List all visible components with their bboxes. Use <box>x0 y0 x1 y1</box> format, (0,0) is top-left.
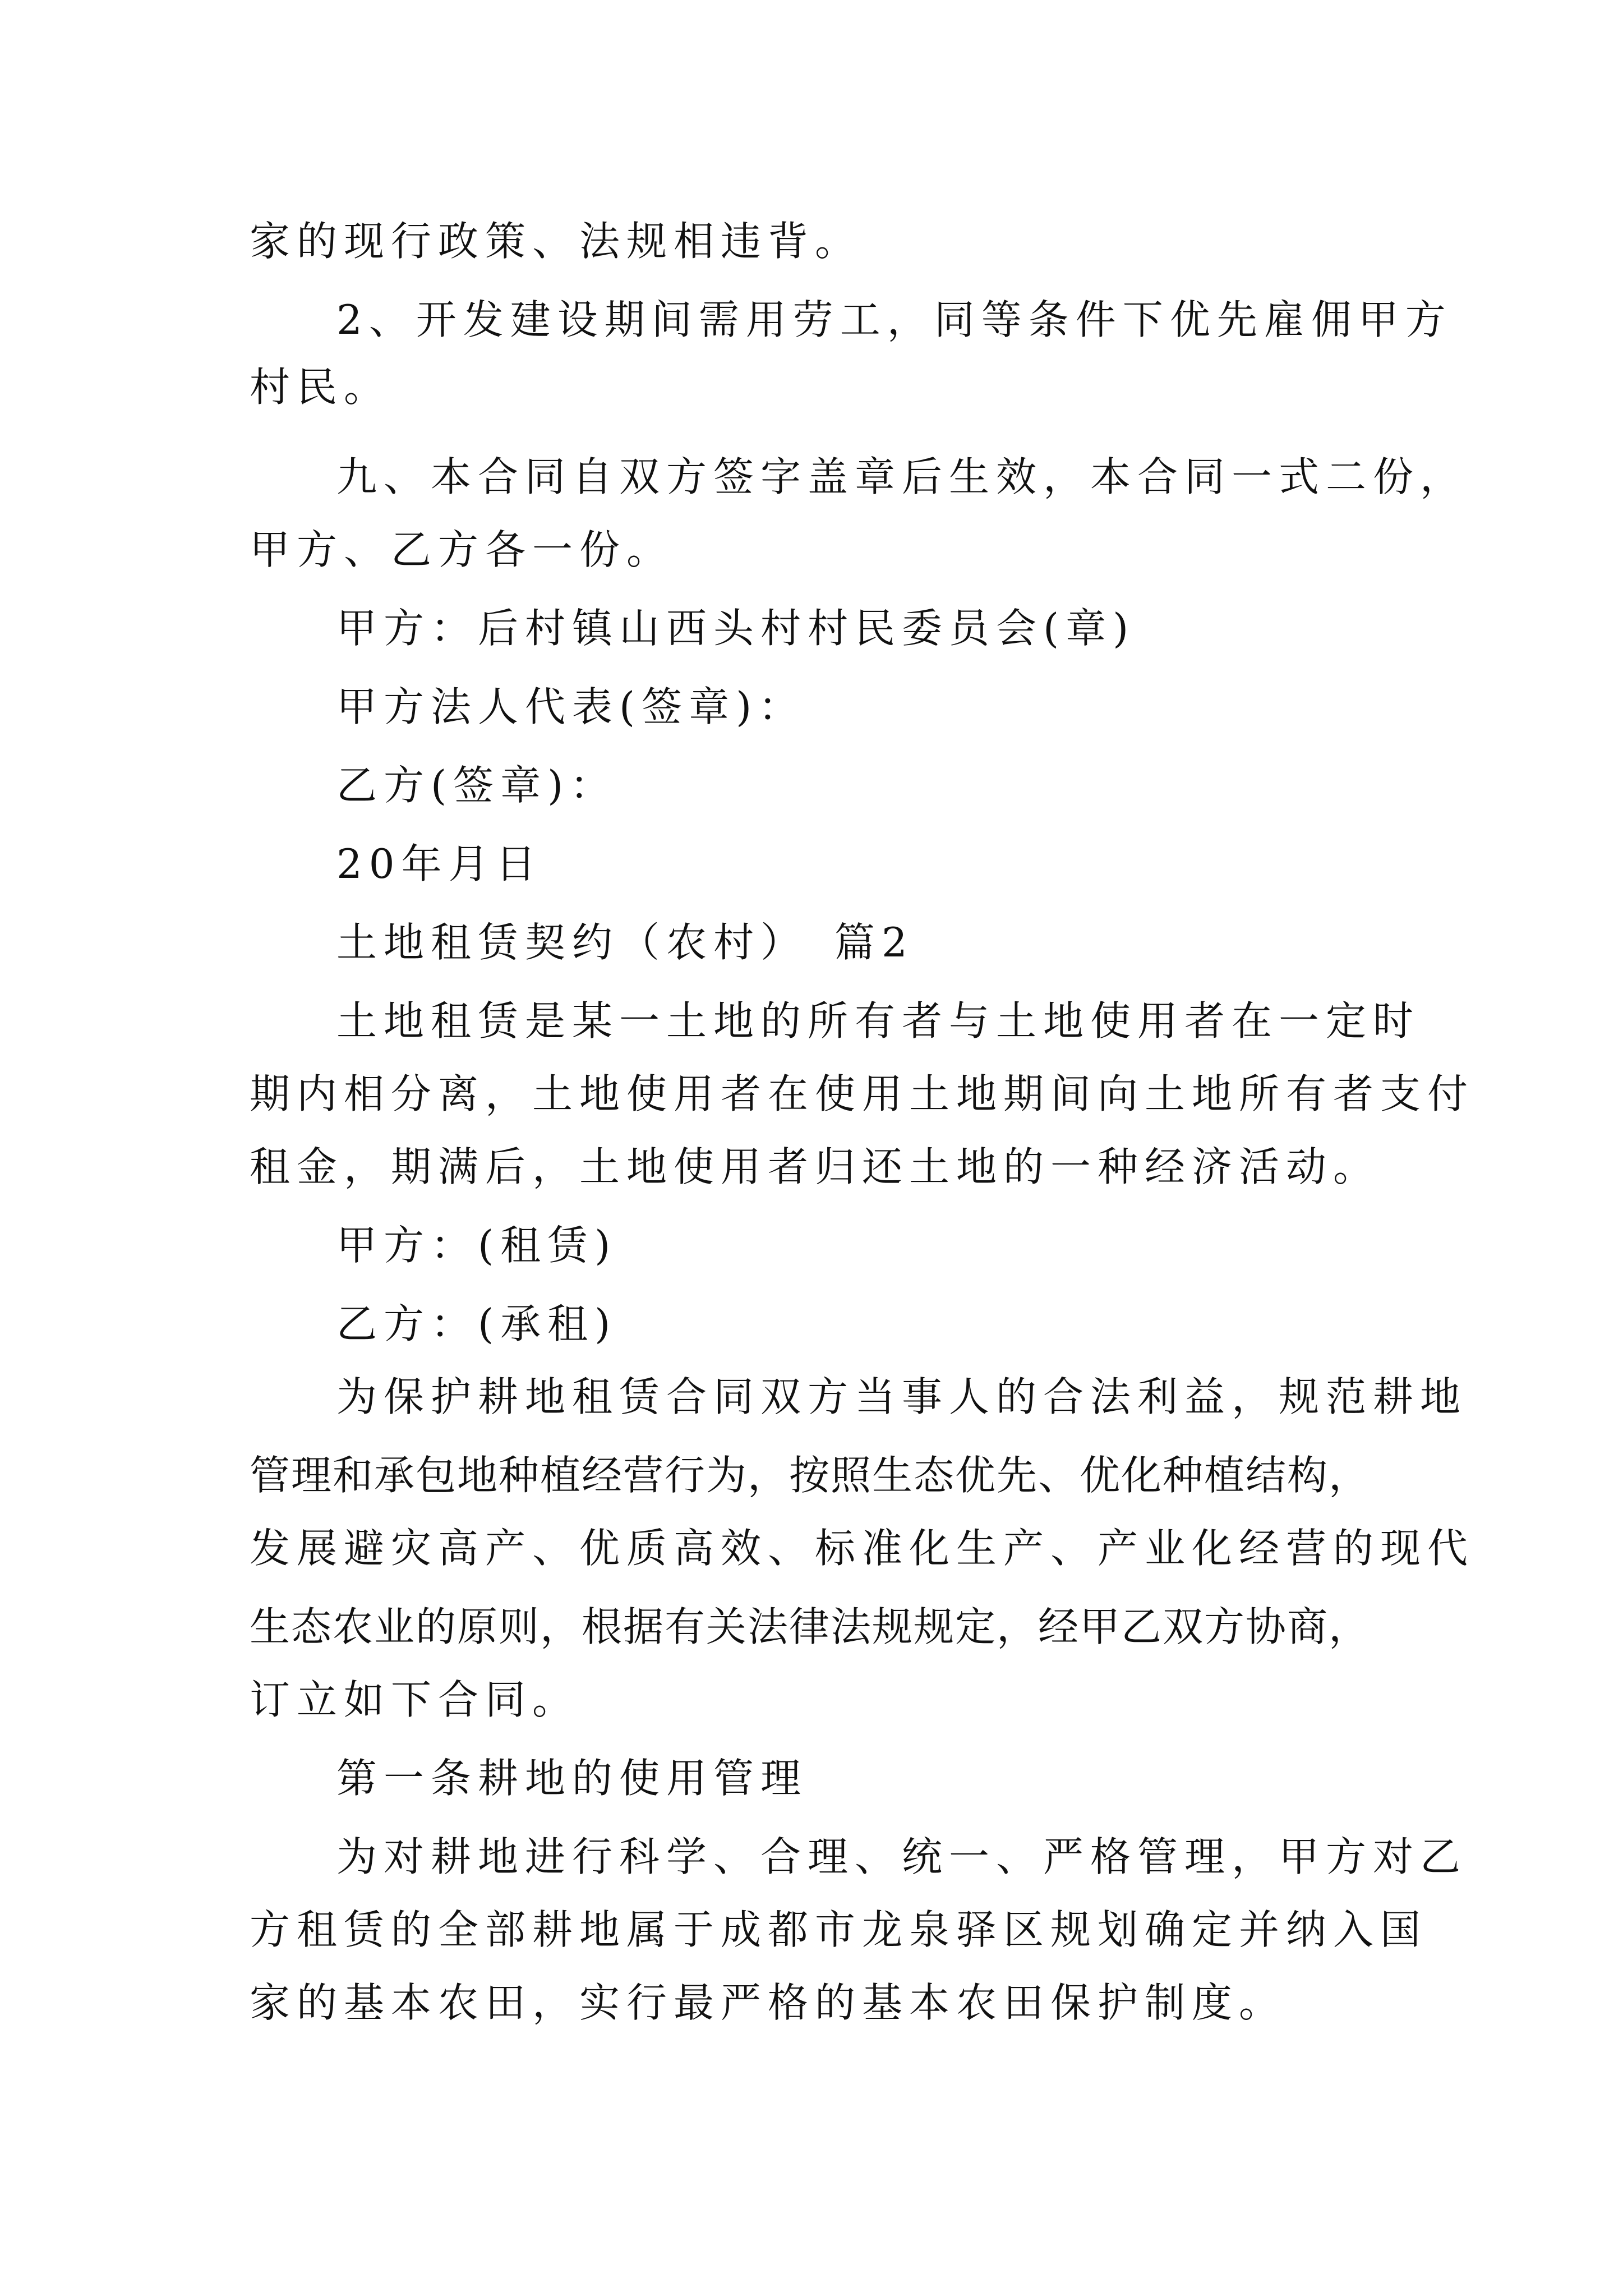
body-line: 租金，期满后，土地使用者归还土地的一种经济活动。 <box>250 1143 1381 1190</box>
body-line: 发展避灾高产、优质高效、标准化生产、产业化经营的现代 <box>250 1525 1475 1572</box>
body-line: 九、本合同自双方签字盖章后生效，本合同一式二份， <box>336 453 1468 500</box>
body-line: 方租赁的全部耕地属于成都市龙泉驿区规划确定并纳入国 <box>250 1906 1428 1953</box>
body-line: 2、开发建设期间需用劳工，同等条件下优先雇佣甲方 <box>336 296 1453 343</box>
body-line: 期内相分离，土地使用者在使用土地期间向土地所有者支付 <box>250 1070 1475 1117</box>
signature-line: 乙方(签章)： <box>336 762 617 809</box>
body-line: 土地租赁是某一土地的所有者与土地使用者在一定时 <box>336 997 1421 1045</box>
body-line: 为对耕地进行科学、合理、统一、严格管理，甲方对乙 <box>336 1833 1468 1880</box>
body-line: 生态农业的原则，根据有关法律法规规定，经甲乙双方协商， <box>250 1603 1371 1650</box>
body-line: 村民。 <box>250 364 391 411</box>
body-line: 为保护耕地租赁合同双方当事人的合法利益，规范耕地 <box>336 1373 1468 1420</box>
section-heading: 土地租赁契约（农村） 篇2 <box>336 919 914 966</box>
body-line: 订立如下合同。 <box>250 1676 580 1723</box>
signature-line: 甲方法人代表(签章)： <box>336 683 806 730</box>
article-heading: 第一条耕地的使用管理 <box>336 1755 808 1802</box>
body-line: 家的现行政策、法规相违背。 <box>250 218 863 265</box>
body-line: 家的基本农田，实行最严格的基本农田保护制度。 <box>250 1979 1287 2026</box>
party-line: 甲方：(租赁) <box>336 1222 617 1269</box>
party-line: 乙方：(承租) <box>336 1300 617 1347</box>
signature-line: 甲方：后村镇山西头村村民委员会(章) <box>336 605 1136 652</box>
body-line: 甲方、乙方各一份。 <box>250 526 674 573</box>
date-line: 20年月日 <box>336 840 543 887</box>
body-line: 管理和承包地种植经营行为，按照生态优先、优化种植结构， <box>250 1452 1371 1499</box>
